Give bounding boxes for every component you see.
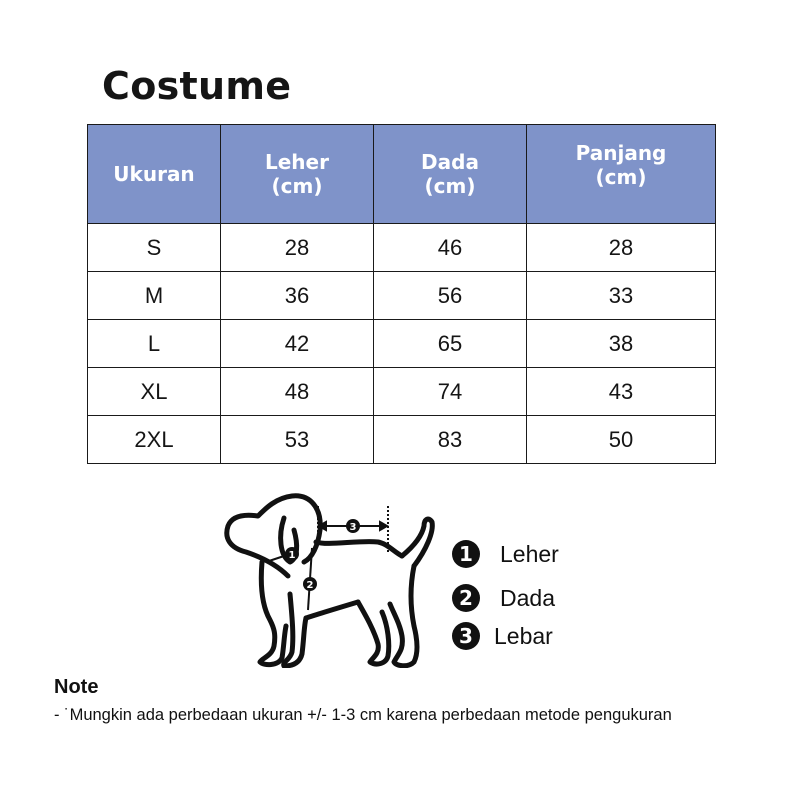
cell-panjang: 38: [527, 320, 716, 368]
legend-item-dada: 2 Dada: [452, 584, 555, 612]
dog-belly: [306, 602, 358, 618]
table-header-row: [88, 125, 716, 224]
legend-item-lebar: 3 Lebar: [452, 622, 553, 650]
dog-back-outline: [316, 542, 402, 556]
cell-size: L: [88, 320, 221, 368]
dog-hind-leg-inner: [358, 602, 389, 664]
marker-1: 1: [288, 550, 296, 561]
header-panjang: Panjang (cm): [527, 125, 716, 224]
number-2-icon: 2: [452, 584, 480, 612]
table-row: [88, 320, 716, 368]
cell-leher: 48: [221, 368, 374, 416]
cell-size: M: [88, 272, 221, 320]
table-row: [88, 368, 716, 416]
dog-front-outline: [260, 562, 286, 665]
number-3-icon: 3: [452, 622, 480, 650]
cell-leher: 36: [221, 272, 374, 320]
page-title: Costume: [102, 64, 292, 108]
dog-measurement-diagram: [218, 486, 438, 668]
cell-dada: 46: [374, 224, 527, 272]
cell-size: 2XL: [88, 416, 221, 464]
note-text: - ˙Mungkin ada perbedaan ukuran +/- 1-3 cm karena perbedaan metode pengukuran: [54, 706, 672, 724]
header-ukuran: Ukuran: [88, 125, 221, 224]
cell-dada: 74: [374, 368, 527, 416]
note-title: Note: [54, 676, 99, 698]
cell-leher: 53: [221, 416, 374, 464]
header-dada: Dada (cm): [374, 125, 527, 224]
legend-item-leher: 1 Leher: [452, 540, 559, 568]
cell-dada: 56: [374, 272, 527, 320]
table-row: [88, 224, 716, 272]
dog-hind-outline: [390, 566, 417, 666]
marker-2: 2: [306, 580, 314, 591]
table-row: [88, 272, 716, 320]
cell-panjang: 28: [527, 224, 716, 272]
size-chart-table: [87, 124, 716, 464]
cell-size: XL: [88, 368, 221, 416]
marker-3: 3: [349, 522, 357, 533]
cell-panjang: 43: [527, 368, 716, 416]
dog-tail: [402, 519, 432, 566]
cell-panjang: 33: [527, 272, 716, 320]
cell-size: S: [88, 224, 221, 272]
table-row: [88, 416, 716, 464]
cell-panjang: 50: [527, 416, 716, 464]
number-1-icon: 1: [452, 540, 480, 568]
dog-head-outline: [227, 496, 320, 576]
header-leher: Leher (cm): [221, 125, 374, 224]
cell-dada: 65: [374, 320, 527, 368]
cell-leher: 42: [221, 320, 374, 368]
cell-dada: 83: [374, 416, 527, 464]
cell-leher: 28: [221, 224, 374, 272]
